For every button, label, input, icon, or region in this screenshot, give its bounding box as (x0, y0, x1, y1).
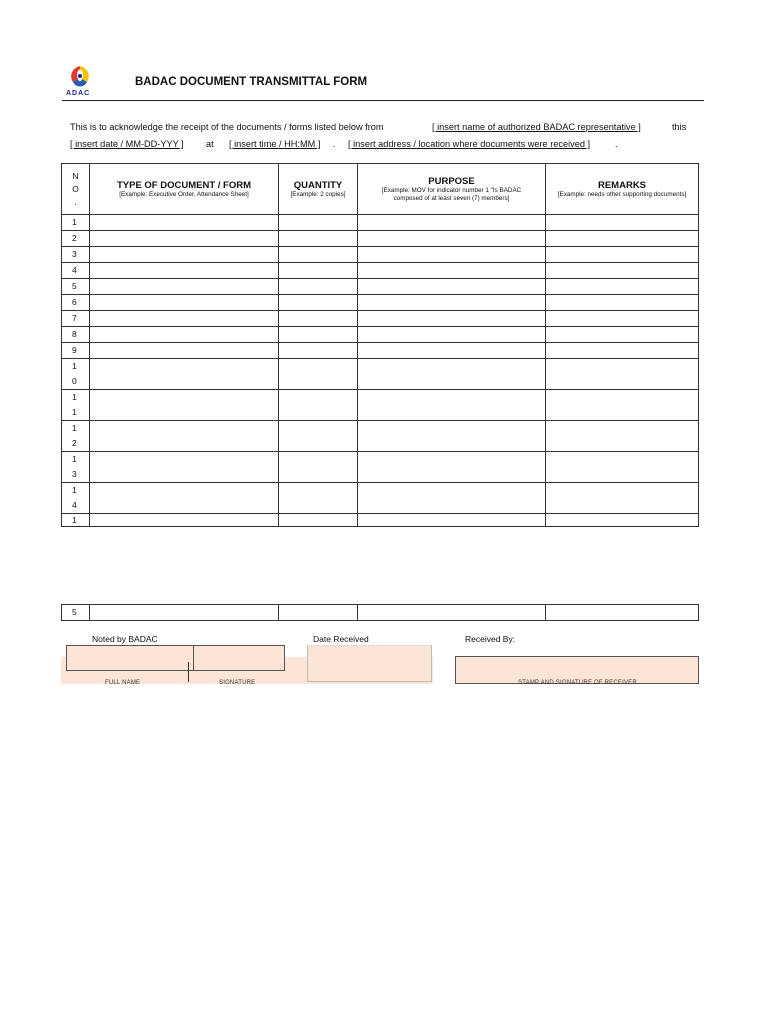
full-name-caption: FULL NAME (105, 680, 141, 686)
row-number (62, 247, 90, 263)
type-cell[interactable] (90, 311, 279, 327)
quantity-cell[interactable] (279, 231, 358, 247)
row-number-digit: 3 (72, 249, 77, 259)
row-number (62, 311, 90, 327)
table-header-row (62, 164, 699, 215)
row-number-digit: 4 (72, 500, 77, 510)
type-cell[interactable] (90, 295, 279, 311)
row-number-digit: 6 (72, 297, 77, 307)
table-row (62, 452, 699, 483)
quantity-cell[interactable] (279, 390, 358, 421)
table-row (62, 421, 699, 452)
quantity-cell[interactable] (279, 295, 358, 311)
quantity-cell[interactable] (279, 421, 358, 452)
header-purpose-title: PURPOSE (428, 176, 475, 187)
table-row (62, 343, 699, 359)
header-remarks-title: REMARKS (597, 179, 647, 191)
row-number (62, 390, 90, 421)
table-row (62, 247, 699, 263)
row-number-digit: 8 (72, 329, 77, 339)
type-cell[interactable] (90, 343, 279, 359)
header-purpose-example-2: composed of at least seven (7) members] (393, 194, 510, 202)
row-number-digit: 1 (72, 515, 77, 525)
purpose-cell[interactable] (358, 231, 546, 247)
type-cell[interactable] (90, 483, 279, 514)
intro-dot-1: . (333, 139, 336, 149)
row-number (62, 452, 90, 483)
quantity-cell[interactable] (279, 263, 358, 279)
date-received-field[interactable] (307, 645, 432, 682)
row-number (62, 263, 90, 279)
quantity-cell[interactable] (279, 311, 358, 327)
type-cell[interactable] (90, 452, 279, 483)
intro-lead: This is to acknowledge the receipt of the documents / forms listed below from (70, 122, 384, 132)
header-no (62, 164, 90, 215)
chairperson-field[interactable] (66, 645, 285, 671)
intro-dot-2: . (615, 139, 618, 149)
quantity-cell[interactable] (279, 327, 358, 343)
purpose-cell[interactable] (358, 483, 546, 514)
stamp-caption: STAMP AND SIGNATURE OF RECEIVER (518, 680, 637, 686)
remarks-cell[interactable] (546, 279, 699, 295)
logo-text: ADAC (66, 90, 91, 97)
purpose-cell[interactable] (358, 452, 546, 483)
remarks-cell[interactable] (546, 359, 699, 390)
remarks-cell[interactable] (546, 421, 699, 452)
purpose-cell[interactable] (358, 247, 546, 263)
header-no-char: O (72, 183, 79, 194)
type-cell[interactable] (90, 359, 279, 390)
header-type-title: TYPE OF DOCUMENT / FORM (116, 179, 252, 191)
header-no-char: N (72, 170, 79, 181)
row-number (62, 514, 90, 527)
purpose-cell[interactable] (358, 295, 546, 311)
signature-caption: SIGNATURE (219, 680, 256, 686)
header-no-char: . (74, 196, 77, 207)
header-purpose (358, 164, 546, 215)
header-type-example: [Example: Executive Order, Attendance Sheet] (119, 190, 249, 198)
row-number-digit: 5 (72, 281, 77, 291)
row-number (62, 483, 90, 514)
row-number-digit: 1 (72, 485, 77, 495)
remarks-cell[interactable] (546, 263, 699, 279)
table-row (62, 327, 699, 343)
remarks-cell[interactable] (546, 327, 699, 343)
type-cell[interactable] (90, 514, 279, 527)
field-divider (188, 662, 189, 682)
remarks-cell[interactable] (546, 452, 699, 483)
table-row (62, 390, 699, 421)
noted-by-label: Noted by BADAC (92, 634, 158, 644)
remarks-cell[interactable] (546, 215, 699, 231)
row-number (62, 279, 90, 295)
row-number (62, 605, 90, 621)
remarks-cell[interactable] (546, 605, 699, 621)
header-remarks-example: [Example: needs other supporting documents] (557, 190, 687, 198)
row-number-digit: 1 (72, 392, 77, 402)
purpose-cell[interactable] (358, 359, 546, 390)
purpose-cell[interactable] (358, 514, 546, 527)
table-row (62, 279, 699, 295)
type-cell[interactable] (90, 263, 279, 279)
header-purpose-example-1: [Example: MOV for indicator number 1 "Is BADAC (381, 187, 522, 194)
quantity-cell[interactable] (279, 279, 358, 295)
table-row (62, 359, 699, 390)
row-number-digit: 1 (72, 217, 77, 227)
row-number-digit: 2 (72, 233, 77, 243)
time-field[interactable]: [ insert time / HH:MM ] (229, 139, 321, 149)
purpose-cell[interactable] (358, 327, 546, 343)
row-number (62, 215, 90, 231)
transmittal-table-continued (61, 604, 699, 621)
remarks-cell[interactable] (546, 343, 699, 359)
row-number (62, 343, 90, 359)
row-number-digit: 1 (72, 454, 77, 464)
table-row (62, 605, 699, 621)
form-title: BADAC DOCUMENT TRANSMITTAL FORM (135, 76, 368, 88)
remarks-cell[interactable] (546, 514, 699, 527)
table-row (62, 295, 699, 311)
row-number-digit: 9 (72, 345, 77, 355)
row-number-digit: 1 (72, 407, 77, 417)
type-cell[interactable] (90, 279, 279, 295)
row-number-digit: 2 (72, 438, 77, 448)
type-cell[interactable] (90, 215, 279, 231)
remarks-cell[interactable] (546, 483, 699, 514)
row-number (62, 231, 90, 247)
intro-this: this (672, 122, 687, 132)
row-number-digit: 3 (72, 469, 77, 479)
date-field[interactable]: [ insert date / MM-DD-YYY ] (70, 139, 184, 149)
purpose-cell[interactable] (358, 390, 546, 421)
transmittal-table (61, 163, 699, 527)
quantity-cell[interactable] (279, 359, 358, 390)
remarks-cell[interactable] (546, 231, 699, 247)
row-number-digit: 1 (72, 423, 77, 433)
purpose-cell[interactable] (358, 215, 546, 231)
purpose-cell[interactable] (358, 263, 546, 279)
quantity-cell[interactable] (279, 247, 358, 263)
header-qty-title: QUANTITY (293, 179, 343, 191)
representative-field[interactable]: [ insert name of authorized BADAC representative ] (432, 122, 641, 132)
remarks-cell[interactable] (546, 247, 699, 263)
header-type (90, 164, 279, 215)
type-cell[interactable] (90, 605, 279, 621)
row-number-digit: 4 (72, 265, 77, 275)
quantity-cell[interactable] (279, 452, 358, 483)
title-divider (62, 100, 704, 101)
field-divider (193, 645, 194, 670)
type-cell[interactable] (90, 327, 279, 343)
row-number (62, 421, 90, 452)
purpose-cell[interactable] (358, 343, 546, 359)
header-remarks (546, 164, 699, 215)
row-number (62, 359, 90, 390)
remarks-cell[interactable] (546, 311, 699, 327)
row-number-digit: 5 (72, 607, 77, 617)
row-number (62, 327, 90, 343)
purpose-cell[interactable] (358, 421, 546, 452)
header-quantity (279, 164, 358, 215)
quantity-cell[interactable] (279, 215, 358, 231)
header-qty-example: [Example: 2 copies] (290, 190, 346, 198)
type-cell[interactable] (90, 421, 279, 452)
quantity-cell[interactable] (279, 514, 358, 527)
quantity-cell[interactable] (279, 483, 358, 514)
type-cell[interactable] (90, 247, 279, 263)
quantity-cell[interactable] (279, 605, 358, 621)
quantity-cell[interactable] (279, 343, 358, 359)
row-number-digit: 7 (72, 313, 77, 323)
purpose-cell[interactable] (358, 279, 546, 295)
type-cell[interactable] (90, 231, 279, 247)
row-number (62, 295, 90, 311)
purpose-cell[interactable] (358, 311, 546, 327)
table-row (62, 231, 699, 247)
table-row (62, 215, 699, 231)
table-row (62, 483, 699, 514)
row-number-digit: 1 (72, 361, 77, 371)
table-row (62, 263, 699, 279)
purpose-cell[interactable] (358, 605, 546, 621)
row-number-digit: 0 (72, 376, 77, 386)
address-field[interactable]: [ insert address / location where documents were received ] (348, 139, 591, 149)
date-received-label: Date Received (313, 634, 369, 644)
remarks-cell[interactable] (546, 295, 699, 311)
intro-at: at (206, 139, 214, 149)
field-divider (307, 645, 431, 646)
remarks-cell[interactable] (546, 390, 699, 421)
table-row (62, 514, 699, 527)
received-by-label: Received By: (465, 634, 516, 644)
table-row (62, 311, 699, 327)
type-cell[interactable] (90, 390, 279, 421)
